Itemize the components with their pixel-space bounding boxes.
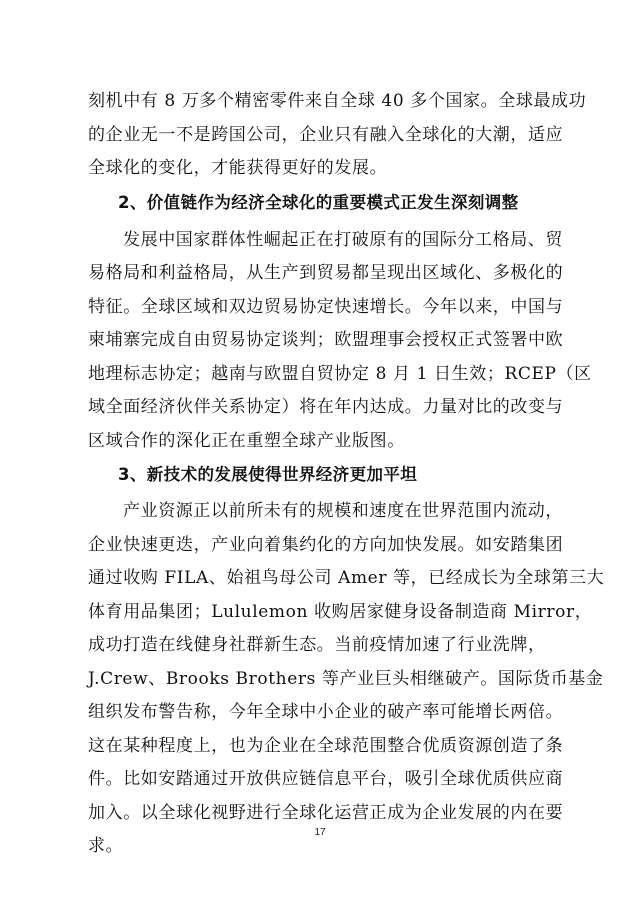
paragraph-line: 域全面经济伙伴关系协定）将在年内达成。力量对比的改变与 (88, 397, 564, 417)
paragraph-line: 成功打造在线健身社群新生态。当前疫情加速了行业洗牌， (88, 635, 546, 655)
page-number: 17 (314, 827, 326, 838)
section-heading: 2、价值链作为经济全球化的重要模式正发生深刻调整 (118, 193, 519, 212)
paragraph-line: J.Crew、Brooks Brothers 等产业巨头相继破产。国际货币基金 (88, 669, 604, 689)
paragraph-line: 易格局和利益格局，从生产到贸易都呈现出区域化、多极化的 (88, 263, 564, 283)
paragraph-line: 发展中国家群体性崛起正在打破原有的国际分工格局、贸 (123, 230, 563, 250)
paragraph-line: 特征。全球区域和双边贸易协定快速增长。今年以来，中国与 (88, 297, 564, 317)
paragraph-line: 柬埔寨完成自由贸易协定谈判；欧盟理事会授权正式签署中欧 (88, 330, 564, 350)
paragraph-line: 这在某种程度上，也为企业在全球范围整合优质资源创造了条 (88, 736, 564, 756)
paragraph-line: 区域合作的深化正在重塑全球产业版图。 (88, 431, 405, 451)
paragraph-line: 全球化的变化，才能获得更好的发展。 (88, 158, 388, 178)
paragraph-line: 体育用品集团；Lululemon 收购居家健身设备制造商 Mirror， (88, 602, 593, 622)
paragraph-line: 企业快速更迭，产业向着集约化的方向加快发展。如安踏集团 (88, 535, 564, 555)
paragraph-line: 的企业无一不是跨国公司，企业只有融入全球化的大潮，适应 (88, 125, 564, 145)
paragraph-line: 求。 (88, 836, 124, 856)
paragraph-line: 地理标志协定；越南与欧盟自贸协定 8 月 1 日生效；RCEP（区 (88, 364, 592, 384)
paragraph-line: 产业资源正以前所未有的规模和速度在世界范围内流动， (123, 501, 563, 521)
section-heading: 3、新技术的发展使得世界经济更加平坦 (118, 465, 418, 484)
paragraph-line: 件。比如安踏通过开放供应链信息平台，吸引全球优质供应商 (88, 769, 564, 789)
paragraph-line: 组织发布警告称，今年全球中小企业的破产率可能增长两倍。 (88, 702, 564, 722)
paragraph-line: 通过收购 FILA、始祖鸟母公司 Amer 等，已经成长为全球第三大 (88, 568, 605, 588)
paragraph-line: 刻机中有 8 万多个精密零件来自全球 40 多个国家。全球最成功 (88, 91, 587, 111)
paragraph-line: 加入。以全球化视野进行全球化运营正成为企业发展的内在要 (88, 803, 564, 823)
